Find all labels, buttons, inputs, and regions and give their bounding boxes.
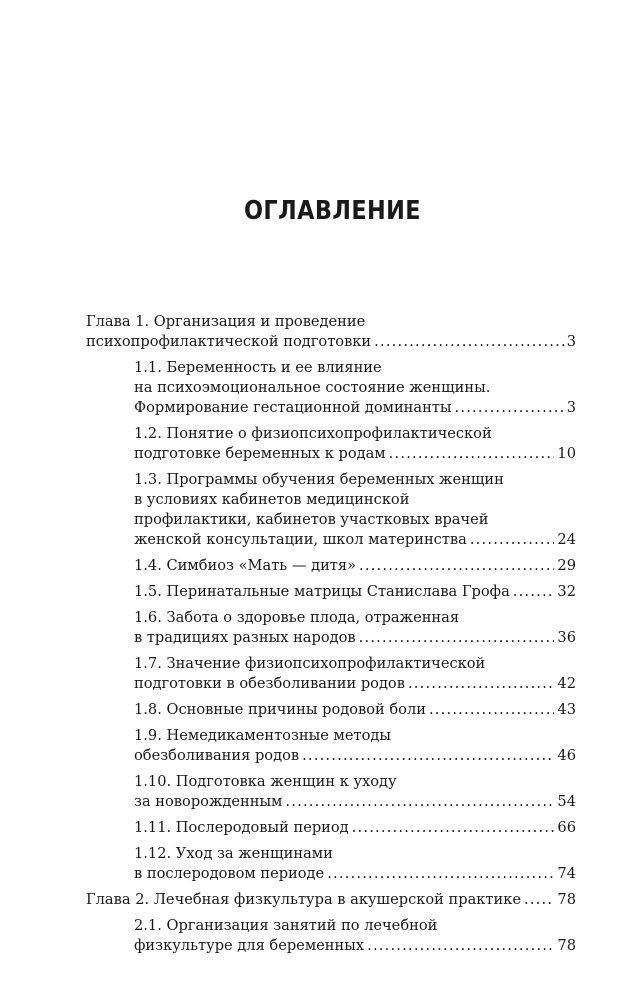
toc-entry-final-line bbox=[134, 674, 576, 694]
toc-section-entry[interactable] bbox=[134, 582, 576, 602]
toc-chapter-entry[interactable] bbox=[86, 890, 576, 910]
toc-page-number: 46 bbox=[557, 747, 576, 764]
toc-entry-final-line bbox=[134, 864, 576, 884]
toc-page-number: 54 bbox=[557, 793, 576, 810]
toc-entry-final-line bbox=[134, 556, 576, 576]
dot-leader bbox=[429, 700, 554, 720]
dot-leader bbox=[352, 818, 555, 838]
toc-entry-title: в послеродовом периоде bbox=[134, 865, 325, 882]
dot-leader bbox=[327, 864, 554, 884]
toc-page-number: 78 bbox=[557, 891, 576, 908]
toc-section-entry[interactable] bbox=[134, 608, 576, 648]
toc-entry-title: 1.4. Симбиоз «Мать — дитя» bbox=[134, 557, 357, 574]
dot-leader bbox=[513, 582, 555, 602]
toc-section-entry[interactable] bbox=[134, 358, 576, 418]
toc-entry-line: 1.7. Значение физиопсихопрофилактической bbox=[134, 655, 486, 672]
toc-entry-final-line bbox=[134, 936, 576, 956]
toc-entry-line: на психоэмоциональное состояние женщины. bbox=[134, 379, 491, 396]
toc-entry-final-line bbox=[134, 792, 576, 812]
toc-entry-line: 1.10. Подготовка женщин к уходу bbox=[134, 773, 397, 790]
toc-entry-title: психопрофилактической подготовки bbox=[86, 333, 372, 350]
toc-entry-title: подготовки в обезболивании родов bbox=[134, 675, 405, 692]
toc-entry-line: в условиях кабинетов медицинской bbox=[134, 491, 410, 508]
dot-leader bbox=[302, 746, 554, 766]
toc-entry-line: 1.9. Немедикаментозные методы bbox=[134, 727, 391, 744]
toc-entry-line: 1.3. Программы обучения беременных женщин bbox=[134, 471, 504, 488]
toc-page-number: 74 bbox=[557, 865, 576, 882]
toc-section-entry[interactable] bbox=[134, 470, 576, 550]
toc-page-number: 36 bbox=[557, 629, 576, 646]
toc-page-number: 24 bbox=[557, 531, 576, 548]
toc-page-number: 10 bbox=[557, 445, 576, 462]
toc-entry-final-line bbox=[134, 444, 576, 464]
dot-leader bbox=[359, 628, 555, 648]
toc-entry-title: Формирование гестационной доминанты bbox=[134, 399, 452, 416]
toc-entry-line: 1.12. Уход за женщинами bbox=[134, 845, 333, 862]
toc-entry-final-line bbox=[134, 628, 576, 648]
toc-page-number: 3 bbox=[566, 399, 576, 416]
toc-section-entry[interactable] bbox=[134, 726, 576, 766]
toc-entry-line: 1.2. Понятие о физиопсихопрофилактической bbox=[134, 425, 492, 442]
toc-entry-title: в традициях разных народов bbox=[134, 629, 356, 646]
dot-leader bbox=[359, 556, 554, 576]
dot-leader bbox=[374, 332, 564, 352]
table-of-contents bbox=[86, 312, 576, 962]
toc-page-number: 43 bbox=[557, 701, 576, 718]
dot-leader bbox=[408, 674, 554, 694]
toc-entry-line: профилактики, кабинетов участковых врачей bbox=[134, 511, 489, 528]
toc-section-entry[interactable] bbox=[134, 916, 576, 956]
toc-page-number: 66 bbox=[557, 819, 576, 836]
dot-leader bbox=[470, 530, 555, 550]
toc-page-number: 3 bbox=[566, 333, 576, 350]
toc-page-number: 32 bbox=[557, 583, 576, 600]
toc-section-entry[interactable] bbox=[134, 818, 576, 838]
toc-section-entry[interactable] bbox=[134, 772, 576, 812]
toc-entry-final-line bbox=[134, 746, 576, 766]
toc-entry-final-line bbox=[134, 530, 576, 550]
toc-page-number: 78 bbox=[557, 937, 576, 954]
toc-chapter-entry[interactable] bbox=[86, 312, 576, 352]
toc-entry-title: за новорожденным bbox=[134, 793, 283, 810]
toc-entry-line: Глава 1. Организация и проведение bbox=[86, 313, 366, 330]
toc-page-number: 42 bbox=[557, 675, 576, 692]
toc-entry-title: 1.11. Послеродовый период bbox=[134, 819, 349, 836]
dot-leader bbox=[367, 936, 554, 956]
toc-entry-title: 1.5. Перинатальные матрицы Станислава Грофа bbox=[134, 583, 510, 600]
toc-entry-final-line bbox=[134, 818, 576, 838]
dot-leader bbox=[389, 444, 555, 464]
toc-entry-final-line bbox=[134, 398, 576, 418]
toc-entry-final-line bbox=[134, 582, 576, 602]
dot-leader bbox=[285, 792, 554, 812]
toc-entry-final-line bbox=[86, 890, 576, 910]
page-title: ОГЛАВЛЕНИЕ bbox=[243, 196, 422, 226]
toc-entry-title: подготовке беременных к родам bbox=[134, 445, 386, 462]
toc-section-entry[interactable] bbox=[134, 424, 576, 464]
toc-entry-title: 1.8. Основные причины родовой боли bbox=[134, 701, 426, 718]
toc-entry-line: 1.6. Забота о здоровье плода, отраженная bbox=[134, 609, 460, 626]
toc-page-number: 29 bbox=[557, 557, 576, 574]
toc-section-entry[interactable] bbox=[134, 700, 576, 720]
toc-entry-title: Глава 2. Лечебная физкультура в акушерской практике bbox=[86, 891, 521, 908]
toc-entry-final-line bbox=[134, 700, 576, 720]
dot-leader bbox=[524, 890, 554, 910]
toc-entry-line: 2.1. Организация занятий по лечебной bbox=[134, 917, 438, 934]
toc-entry-final-line bbox=[86, 332, 576, 352]
toc-entry-title: физкультуре для беременных bbox=[134, 937, 365, 954]
toc-section-entry[interactable] bbox=[134, 844, 576, 884]
toc-entry-line: 1.1. Беременность и ее влияние bbox=[134, 359, 382, 376]
toc-section-entry[interactable] bbox=[134, 654, 576, 694]
dot-leader bbox=[455, 398, 564, 418]
toc-section-entry[interactable] bbox=[134, 556, 576, 576]
toc-entry-title: обезболивания родов bbox=[134, 747, 300, 764]
toc-entry-title: женской консультации, школ материнства bbox=[134, 531, 467, 548]
